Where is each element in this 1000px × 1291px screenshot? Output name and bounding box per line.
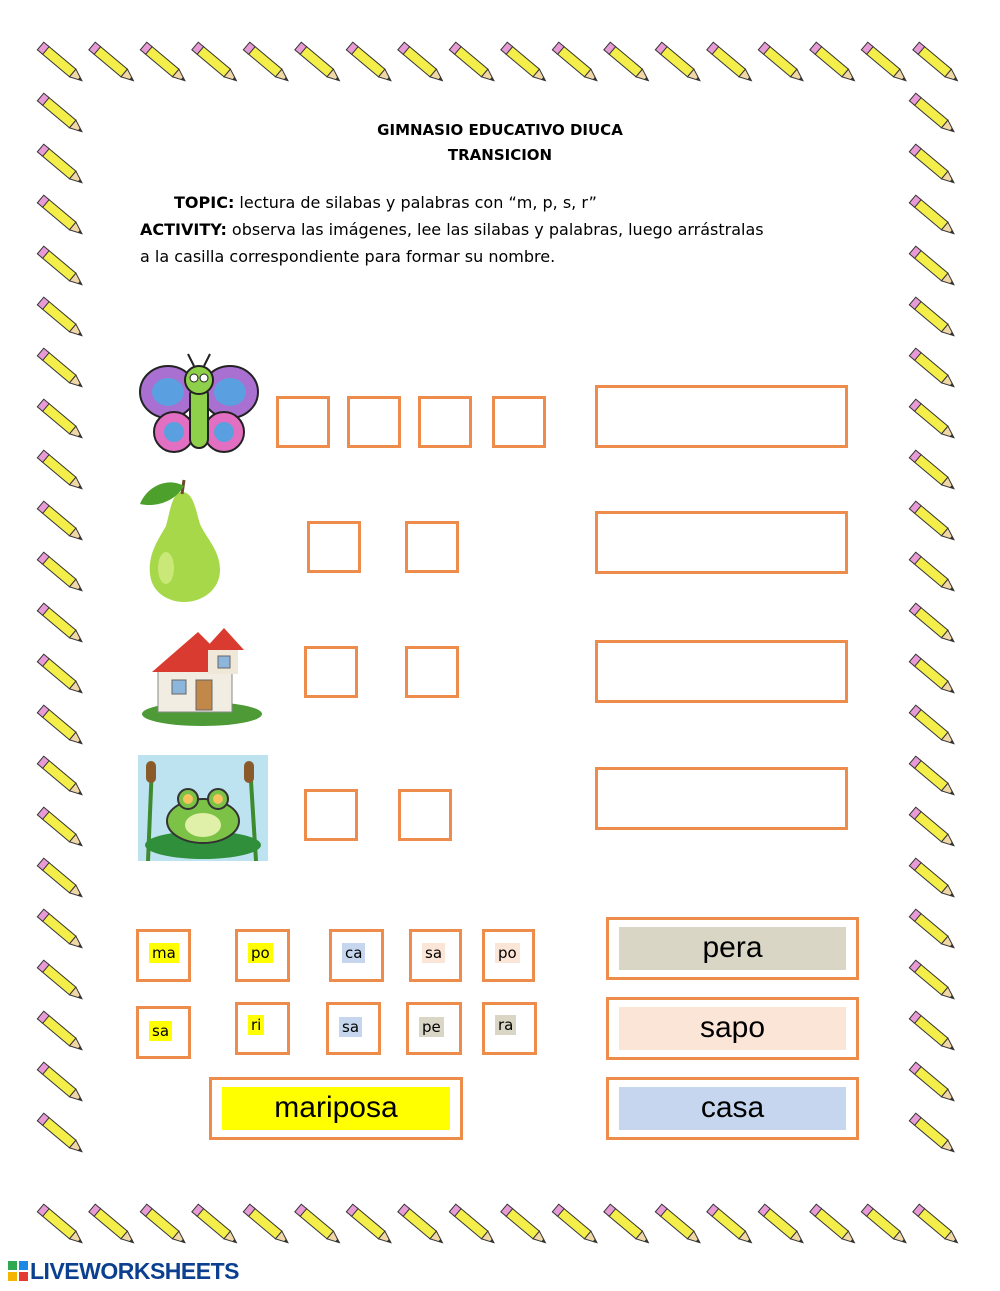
topic-label: TOPIC:: [174, 193, 235, 212]
word-tile[interactable]: [209, 1077, 463, 1140]
pencil-icon: [37, 654, 85, 696]
pencil-icon: [37, 399, 85, 441]
pencil-icon: [909, 807, 957, 849]
pear-word-slot[interactable]: [595, 511, 848, 574]
pencil-icon: [140, 1204, 188, 1246]
word-tile[interactable]: [606, 1077, 859, 1140]
pencil-icon: [909, 858, 957, 900]
butterfly-word-slot[interactable]: [595, 385, 848, 448]
syllable-label: sa: [339, 1017, 362, 1037]
topic-text: lectura de silabas y palabras con “m, p, s, r”: [234, 193, 597, 212]
pencil-icon: [37, 1011, 85, 1053]
activity-line-2: a la casilla correspondiente para formar su nombre.: [140, 247, 556, 266]
pencil-icon: [909, 1113, 957, 1155]
frog-syllable-slot-1[interactable]: [304, 789, 358, 841]
pencil-icon: [655, 1204, 703, 1246]
pencil-icon: [37, 552, 85, 594]
pencil-icon: [37, 603, 85, 645]
word-label: sapo: [619, 1007, 846, 1050]
pencil-icon: [89, 42, 137, 84]
pencil-icon: [37, 1204, 85, 1246]
pencil-icon: [913, 42, 961, 84]
pencil-icon: [810, 42, 858, 84]
pencil-icon: [909, 1062, 957, 1104]
pencil-icon: [909, 705, 957, 747]
pencil-icon: [243, 42, 291, 84]
word-tile[interactable]: [606, 917, 859, 980]
butterfly-syllable-slot-3[interactable]: [418, 396, 472, 448]
pencil-icon: [346, 1204, 394, 1246]
pencil-icon: [295, 1204, 343, 1246]
pencil-icon: [140, 42, 188, 84]
house-syllable-slot-1[interactable]: [304, 646, 358, 698]
pencil-icon: [909, 195, 957, 237]
pencil-icon: [501, 42, 549, 84]
pencil-icon: [909, 603, 957, 645]
syllable-label: po: [495, 943, 520, 963]
pencil-icon: [909, 960, 957, 1002]
pencil-icon: [192, 42, 240, 84]
word-label: mariposa: [222, 1087, 450, 1130]
syllable-label: sa: [422, 943, 445, 963]
frog-word-slot[interactable]: [595, 767, 848, 830]
pencil-icon: [37, 909, 85, 951]
pencil-icon: [552, 42, 600, 84]
pencil-icon: [552, 1204, 600, 1246]
pencil-icon: [909, 399, 957, 441]
pencil-icon: [909, 756, 957, 798]
liveworksheets-logo: [8, 1258, 239, 1285]
house-syllable-slot-2[interactable]: [405, 646, 459, 698]
pencil-icon: [243, 1204, 291, 1246]
house-image: [138, 622, 266, 728]
pencil-icon: [37, 195, 85, 237]
syllable-tile[interactable]: [409, 929, 462, 982]
pencil-icon: [604, 42, 652, 84]
syllable-tile[interactable]: [482, 929, 535, 982]
pencil-icon: [37, 501, 85, 543]
pencil-icon: [37, 756, 85, 798]
frog-image: [138, 755, 268, 861]
butterfly-syllable-slot-1[interactable]: [276, 396, 330, 448]
pencil-icon: [37, 705, 85, 747]
activity-text: observa las imágenes, lee las silabas y palabras, luego arrástralas: [226, 220, 764, 239]
syllable-label: ri: [248, 1015, 264, 1035]
butterfly-syllable-slot-4[interactable]: [492, 396, 546, 448]
pencil-icon: [37, 1113, 85, 1155]
pencil-icon: [37, 450, 85, 492]
pencil-icon: [913, 1204, 961, 1246]
activity-label: ACTIVITY:: [140, 220, 227, 239]
pencil-icon: [861, 1204, 909, 1246]
syllable-tile[interactable]: [326, 1002, 381, 1055]
activity-line: [140, 216, 870, 243]
pencil-icon: [37, 42, 85, 84]
pencil-icon: [398, 42, 446, 84]
pencil-icon: [89, 1204, 137, 1246]
house-word-slot[interactable]: [595, 640, 848, 703]
pear-image: [136, 478, 228, 604]
syllable-tile[interactable]: [136, 929, 191, 982]
butterfly-image: [138, 352, 260, 462]
pencil-icon: [909, 654, 957, 696]
pencil-icon: [758, 1204, 806, 1246]
pear-syllable-slot-2[interactable]: [405, 521, 459, 573]
topic-line: [140, 189, 870, 216]
word-label: pera: [619, 927, 846, 970]
syllable-label: po: [248, 943, 273, 963]
pencil-icon: [37, 348, 85, 390]
syllable-label: sa: [149, 1021, 172, 1041]
pencil-icon: [37, 1062, 85, 1104]
pencil-icon: [501, 1204, 549, 1246]
syllable-tile[interactable]: [235, 929, 290, 982]
pencil-icon: [909, 1011, 957, 1053]
pencil-icon: [909, 297, 957, 339]
syllable-tile[interactable]: [136, 1006, 191, 1059]
word-label: casa: [619, 1087, 846, 1130]
pencil-icon: [655, 42, 703, 84]
pencil-icon: [861, 42, 909, 84]
syllable-tile[interactable]: [235, 1002, 290, 1055]
pencil-icon: [909, 552, 957, 594]
syllable-label: ra: [495, 1015, 516, 1035]
frog-syllable-slot-2[interactable]: [398, 789, 452, 841]
pencil-icon: [707, 42, 755, 84]
pencil-icon: [909, 450, 957, 492]
pencil-icon: [909, 501, 957, 543]
syllable-label: ca: [342, 943, 365, 963]
liveworksheets-icon: [8, 1261, 28, 1281]
pencil-icon: [192, 1204, 240, 1246]
school-name: GIMNASIO EDUCATIVO DIUCA: [377, 121, 623, 139]
pencil-icon: [909, 909, 957, 951]
pencil-icon: [810, 1204, 858, 1246]
butterfly-syllable-slot-2[interactable]: [347, 396, 401, 448]
pencil-icon: [449, 1204, 497, 1246]
pencil-icon: [295, 42, 343, 84]
brand-text: LIVEWORKSHEETS: [30, 1258, 239, 1284]
grade-name: TRANSICION: [447, 146, 553, 164]
pencil-icon: [37, 858, 85, 900]
pencil-icon: [37, 246, 85, 288]
pencil-icon: [37, 960, 85, 1002]
syllable-tile[interactable]: [482, 1002, 537, 1055]
pencil-icon: [37, 807, 85, 849]
pencil-icon: [909, 348, 957, 390]
pencil-icon: [604, 1204, 652, 1246]
word-tile[interactable]: [606, 997, 859, 1060]
pencil-icon: [449, 42, 497, 84]
pencil-icon: [758, 42, 806, 84]
syllable-label: ma: [149, 943, 179, 963]
syllable-tile[interactable]: [329, 929, 384, 982]
pencil-icon: [37, 297, 85, 339]
pencil-icon: [707, 1204, 755, 1246]
pencil-icon: [398, 1204, 446, 1246]
pencil-icon: [909, 246, 957, 288]
pear-syllable-slot-1[interactable]: [307, 521, 361, 573]
pencil-icon: [346, 42, 394, 84]
syllable-label: pe: [419, 1017, 444, 1037]
syllable-tile[interactable]: [406, 1002, 462, 1055]
page-title: [0, 118, 1000, 168]
